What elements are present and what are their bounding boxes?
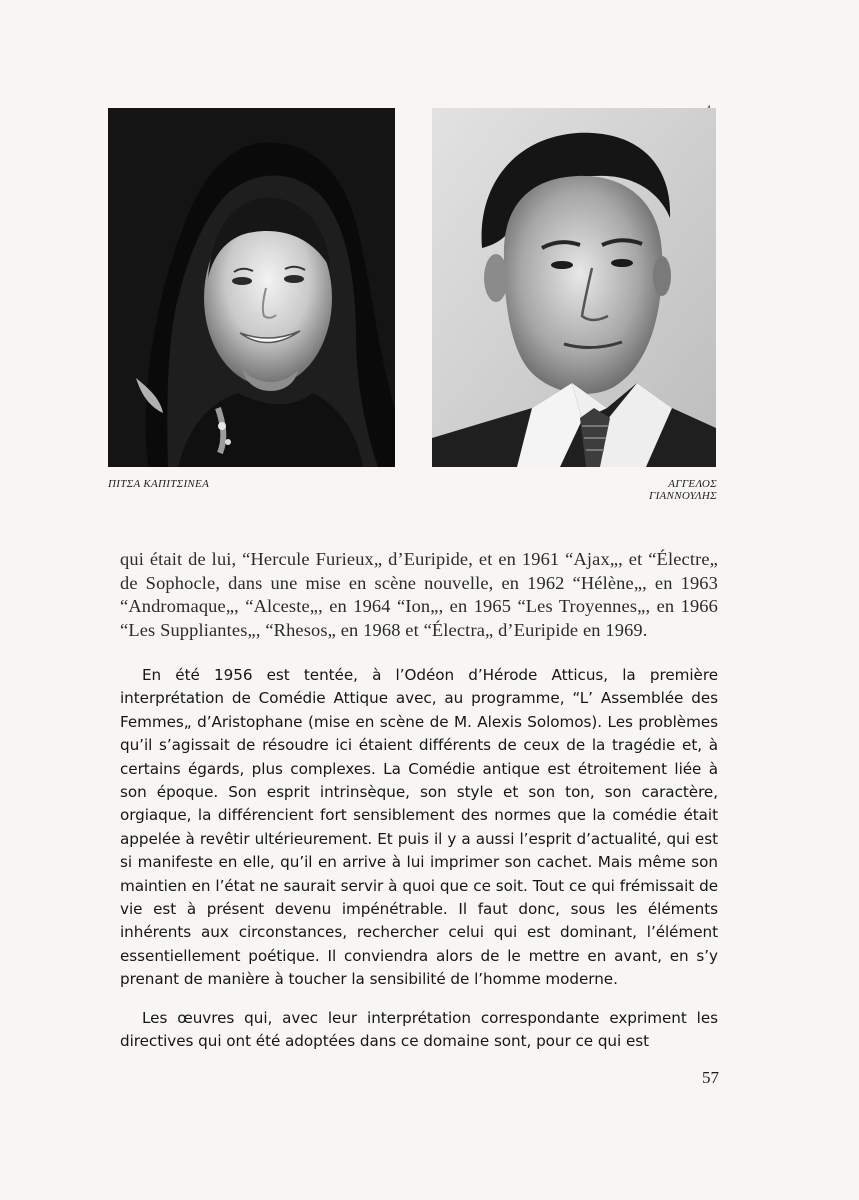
body-paragraph-3: Les œuvres qui, avec leur interprétation correspondante expriment les directives qui ont été adoptées dans ce domaine sont, pour ce qui est <box>120 1009 718 1051</box>
photo-caption-right: ΑΓΓΕΛΟΣ ΓΙΑΝΝΟΥΛΗΣ <box>649 478 717 502</box>
photo-caption-left: ΠΙΤΣΑ ΚΑΠΙΤΣΙΝΕΑ <box>108 478 210 490</box>
portrait-woman-illustration <box>108 108 395 467</box>
portrait-photo-woman <box>108 108 395 467</box>
page-number: 57 <box>702 1068 719 1087</box>
body-paragraph-1: qui était de lui, “Hercule Furieux„ d’Euripide, et en 1961 “Ajax„, et “Électre„ de Sophocle, dans une mise en scène nouvelle, en 1962 “Hélène„, en 1963 “Andromaque„, “Alceste„, en 1964 “Ion„, en 1965 “Les Troyennes„, en 1966 “Les Suppliantes„, “Rhesos„ en 1968 et “Électra„ d’Euripide en 1969. <box>120 549 718 640</box>
portrait-man-illustration <box>432 108 716 467</box>
portrait-photo-man <box>432 108 716 467</box>
body-paragraph-2: En été 1956 est tentée, à l’Odéon d’Hérode Atticus, la première interprétation de Comédie Attique avec, au programme, “L’ Assemblée des Femmes„ d’Aristophane (mise en scène de M. Alexis Solomos). Les problèmes qu’il s’agissait de résoudre ici étaient différents de ceux de la tragédie et, à certains égards, plus complexes. La Comédie antique est étroitement liée à son époque. Son esprit intrinsèque, son style et son ton, son caractère, orgiaque, la différencient fort sensiblement des normes que la comédie était appelée à revêtir ultérieurement. Et puis il y a aussi l’esprit d’actualité, qui est si manifeste en elle, qu’il en arrive à lui imprimer son cachet. Mais même son maintien en l’état ne saurait servir à quoi que ce soit. Tout ce qui frémissait de vie est à présent devenu impénétrable. Il faut donc, sous les éléments inhérents aux circonstances, rechercher celui qui est dominant, l’élément essentiellement poétique. Il conviendra alors de le mettre en avant, en s’y prenant de manière à toucher la sensibilité de l’homme moderne. <box>120 666 718 989</box>
